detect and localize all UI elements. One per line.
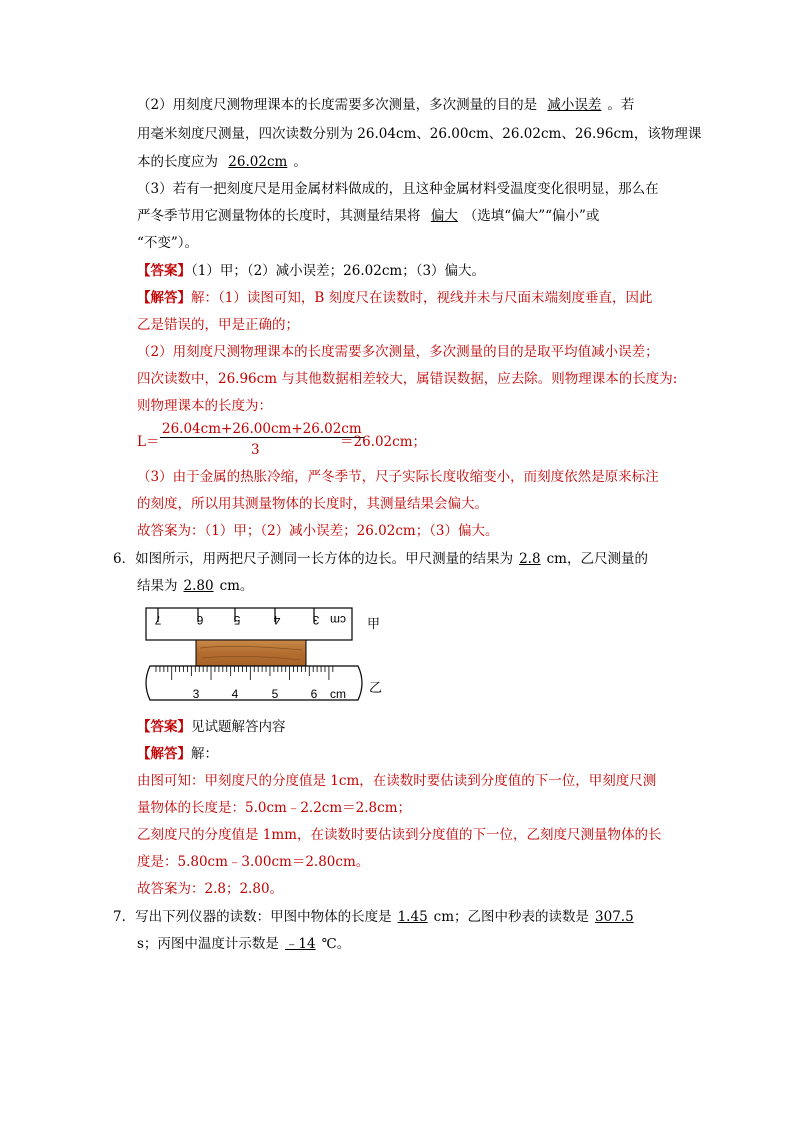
blank-jia-result: 2.8	[519, 551, 541, 567]
q5-part3-line3: “不变”）。	[137, 235, 199, 251]
q6-solution-tag: 【解答】解：	[137, 746, 218, 762]
q5-part2-line1: （2）用刻度尺测物理课本的长度需要多次测量，多次测量的目的是 减小误差 。若	[137, 97, 635, 113]
ruler-jia-tick-6: 6	[196, 613, 204, 627]
wood-block	[196, 640, 306, 666]
ruler-jia	[146, 608, 352, 640]
formula-left: L＝	[137, 434, 160, 450]
q5-solution-1a: 【解答】解：（1）读图可知，B 刻度尺在读数时，视线并未与尺面末端刻度垂直，因此	[137, 290, 653, 306]
blank-object-length: 1.45	[397, 909, 428, 925]
ruler-yi-tick-3: 3	[192, 687, 200, 701]
q5-answer: 【答案】（1）甲；（2）减小误差；26.02cm；（3）偏大。	[137, 263, 486, 279]
blank-thermometer: ﹣14	[284, 936, 316, 952]
q6-line2: 结果为 2.80 cm。	[137, 578, 254, 594]
blank-stopwatch: 307.5	[595, 909, 634, 925]
q5-part3-line1: （3）若有一把刻度尺是用金属材料做成的，且这种金属材料受温度变化很明显，那么在	[137, 181, 659, 197]
q7-line1: 7．写出下列仪器的读数：甲图中物体的长度是 1.45 cm；乙图中秒表的读数是 307.5	[113, 907, 640, 927]
ruler-yi-tick-4: 4	[231, 687, 239, 701]
ruler-jia-tick-5: 5	[233, 613, 241, 627]
q5-solution-2a: （2）用刻度尺测物理课本的长度需要多次测量，多次测量的目的是取平均值减小误差；	[137, 344, 659, 360]
ruler-yi-tick-6: 6	[310, 687, 318, 701]
ruler-figure	[138, 600, 398, 708]
ruler-jia-unit: cm	[330, 613, 346, 627]
ruler-jia-tick-3: 3	[312, 613, 320, 627]
q6-solution-1b: 量物体的长度是：5.0cm﹣2.2cm＝2.8cm；	[137, 800, 411, 816]
ruler-jia-tick-7: 7	[154, 613, 162, 627]
ruler-jia-label: 甲	[367, 617, 381, 632]
formula-result: ＝26.02cm；	[340, 434, 427, 450]
q5-solution-2c: 则物理课本的长度为：	[137, 398, 272, 414]
q6-line1: 6．如图所示，用两把尺子测同一长方体的边长。甲尺测量的结果为 2.8 cm，乙尺测量的	[113, 551, 648, 567]
ruler-yi-label: 乙	[369, 681, 383, 696]
q5-solution-3a: （3）由于金属的热胀冷缩，严冬季节，尺子实际长度收缩变小，而刻度依然是原来标注	[137, 469, 659, 485]
formula-numerator: 26.04cm+26.00cm+26.02cm	[162, 421, 362, 437]
q6-final: 故答案为：2.8；2.80。	[137, 881, 284, 897]
q5-solution-1b: 乙是错误的，甲是正确的；	[137, 317, 299, 333]
q5-solution-3b: 的刻度，所以用其测量物体的长度时，其测量结果会偏大。	[137, 496, 488, 512]
ruler-yi-unit: cm	[330, 687, 346, 701]
blank-yi-result: 2.80	[183, 578, 214, 594]
blank-larger: 偏大	[430, 208, 458, 224]
q6-answer: 【答案】见试题解答内容	[137, 719, 286, 735]
q5-part2-line2: 用毫米刻度尺测量，四次读数分别为 26.04cm、26.00cm、26.02cm、26.96cm，该物理课	[137, 126, 702, 142]
q5-final: 故答案为：（1）甲；（2）减小误差；26.02cm；（3）偏大。	[137, 523, 499, 539]
ruler-jia-tick-4: 4	[273, 613, 281, 627]
q7-line2: s；丙图中温度计示数是 ﹣14 ℃。	[137, 936, 351, 952]
blank-reduce-error: 减小误差	[547, 97, 602, 113]
ruler-yi-tick-5: 5	[271, 687, 279, 701]
formula-denominator: 3	[251, 442, 260, 458]
q6-solution-2b: 度是：5.80cm﹣3.00cm＝2.80cm。	[137, 854, 370, 870]
q5-solution-2b: 四次读数中，26.96cm 与其他数据相差较大，属错误数据，应去除。则物理课本的长度为:	[137, 371, 678, 387]
q6-solution-1a: 由图可知：甲刻度尺的分度值是 1cm，在读数时要估读到分度值的下一位，甲刻度尺测	[137, 773, 657, 789]
blank-book-length: 26.02cm	[228, 154, 288, 170]
q5-part3-line2: 严冬季节用它测量物体的长度时，其测量结果将 偏大 （选填“偏大”“偏小”或	[137, 208, 600, 224]
q6-solution-2a: 乙刻度尺的分度值是 1mm，在读数时要估读到分度值的下一位，乙刻度尺测量物体的长	[137, 827, 662, 843]
q5-part2-line3: 本的长度应为 26.02cm 。	[137, 154, 307, 170]
